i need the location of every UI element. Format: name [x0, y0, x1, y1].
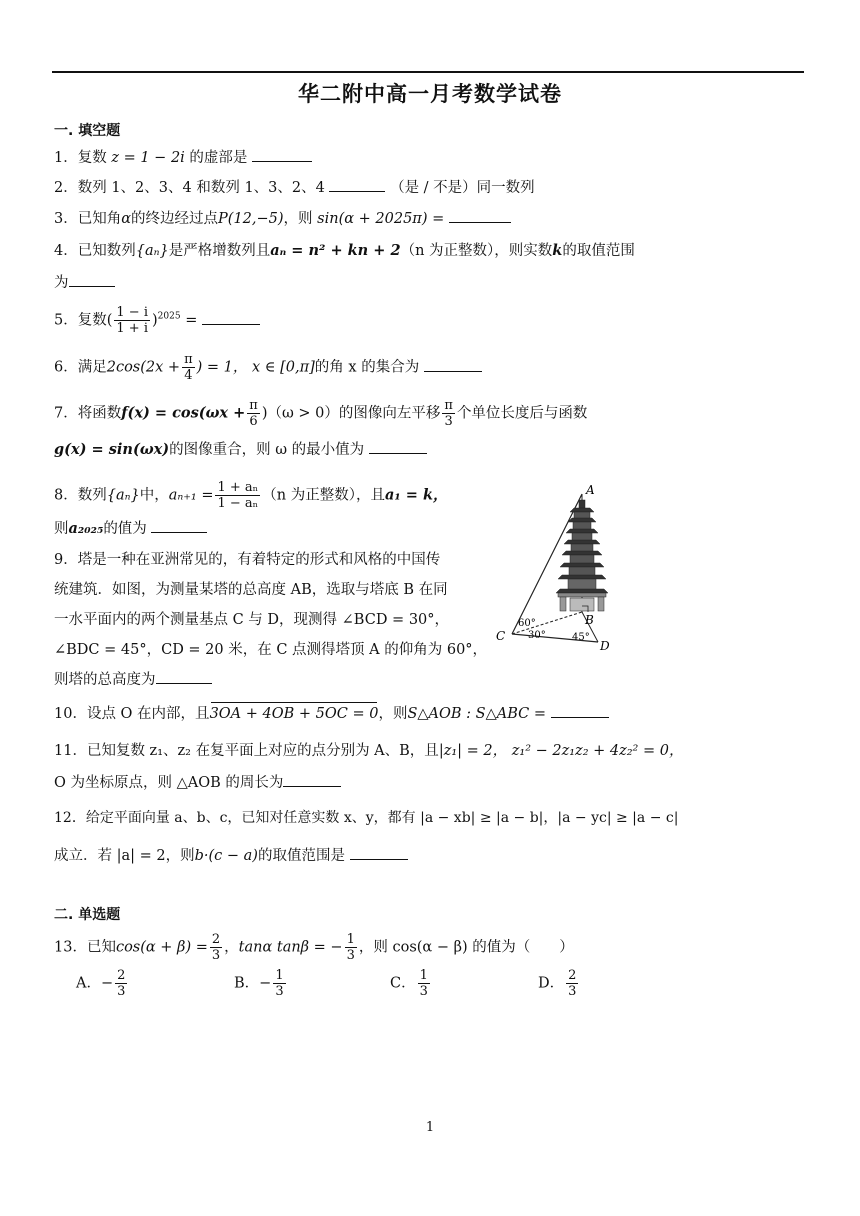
top-rule	[52, 71, 804, 73]
question-13: 13．已知cos(α + β) = $\frac{2}{3}$ ，tanα tanβ = − $\frac{1}{3}$ ，则 cos(α − β) 的值为（ ）	[54, 932, 574, 963]
pagoda-icon	[556, 500, 608, 611]
question-8: 8．数列{aₙ}中，aₙ₊₁ = $\frac{\text{1 + aₙ}}{\text{1 − aₙ}}$ （n 为正整数），且a₁ = k，	[54, 480, 448, 511]
pagoda-figure	[490, 482, 636, 658]
label-a: A	[586, 483, 595, 497]
question-9: 9．塔是一种在亚洲常见的，有着特定的形式和风格的中国传	[54, 552, 441, 568]
answer-blank[interactable]	[252, 160, 312, 162]
fraction: $\frac{\text{1 + aₙ}}{\text{1 − aₙ}}$	[217, 480, 259, 511]
exam-title: 华二附中高一月考数学试卷	[298, 82, 562, 106]
fraction: $\frac{1}{3}$	[346, 932, 355, 963]
fraction: $\frac{2}{3}$	[211, 932, 221, 963]
page-number: 1	[425, 1120, 435, 1135]
answer-blank[interactable]	[283, 785, 341, 787]
angle-45: 45°	[572, 632, 590, 643]
choice-d[interactable]: D． $\frac{2}{3}$	[538, 968, 577, 999]
question-10: 10．设点 O 在内部，且3OA + 4OB + 5OC = 0，则S△AOB : S△ABC =	[54, 704, 609, 724]
fraction: $\frac{\pi}{4}$	[184, 352, 193, 383]
answer-blank[interactable]	[202, 323, 260, 325]
label-b: B	[585, 613, 594, 627]
answer-blank[interactable]	[156, 682, 212, 684]
question-9-line-4: ∠BDC = 45°，CD = 20 米，在 C 点测得塔顶 A 的仰角为 60°，	[54, 642, 488, 658]
question-3: 3．已知角α的终边经过点P(12,−5)，则 sin(α + 2025π) =	[54, 209, 511, 229]
question-6: 6．满足2cos(2x + $\frac{\pi}{4}$ ) = 1， x ∈ [0,π]的角 x 的集合为	[54, 352, 482, 383]
question-8-line-2: 则a₂₀₂₅的值为	[54, 519, 207, 539]
question-5: 5．复数( $\frac{1 - i}{1 + i}$ )$^{2025}$ =	[54, 305, 260, 336]
answer-blank[interactable]	[424, 370, 482, 372]
question-4-line-2: 为	[54, 273, 115, 293]
fraction: $\frac{1 - i}{1 + i}$	[116, 305, 148, 336]
question-11-line-2: O 为坐标原点，则 △AOB 的周长为	[54, 773, 341, 793]
answer-blank[interactable]	[69, 285, 115, 287]
answer-blank[interactable]	[350, 858, 408, 860]
question-9-line-2: 统建筑．如图，为测量某塔的总高度 AB，选取与塔底 B 在同	[54, 582, 448, 598]
fraction: $\frac{\pi}{6}$	[249, 398, 258, 429]
question-12-line-2: 成立．若 |a| = 2，则b·(c − a)的取值范围是	[54, 846, 408, 866]
choice-c[interactable]: C． $\frac{1}{3}$	[390, 968, 428, 999]
answer-blank[interactable]	[151, 531, 207, 533]
section-fill-in: 一. 填空题	[54, 123, 121, 139]
question-7: 7．将函数f(x) = cos(ωx + $\frac{\pi}{6}$ )（ω > 0）的图像向左平移 $\frac{\pi}{3}$ 个单位长度后与函数	[54, 398, 588, 429]
answer-blank[interactable]	[551, 716, 609, 718]
label-d: D	[600, 639, 610, 653]
angle-30: 30°	[528, 630, 546, 641]
answer-blank[interactable]	[369, 452, 427, 454]
choice-b[interactable]: B．− $\frac{1}{3}$	[234, 968, 284, 999]
choice-a[interactable]: A．− $\frac{2}{3}$	[76, 968, 126, 999]
answer-blank[interactable]	[329, 190, 385, 192]
question-9-line-5: 则塔的总高度为	[54, 670, 212, 690]
question-11: 11．已知复数 z₁、z₂ 在复平面上对应的点分别为 A、B，且|z₁| = 2， z₁² − 2z₁z₂ + 4z₂² = 0，	[54, 743, 684, 759]
question-4: 4．已知数列{aₙ}是严格增数列且aₙ = n² + kn + 2（n 为正整数），则实数k的取值范围	[54, 242, 635, 259]
angle-60: 60°	[518, 618, 536, 629]
question-12: 12．给定平面向量 a、b、c，已知对任意实数 x、y，都有 |a − xb| ≥ |a − b|，|a − yc| ≥ |a − c|	[54, 810, 679, 826]
question-1: 1．复数 z = 1 − 2i 的虚部是	[54, 148, 312, 168]
label-c: C	[496, 629, 506, 643]
section-single-choice: 二. 单选题	[54, 907, 121, 923]
question-7-line-2: g(x) = sin(ωx)的图像重合，则 ω 的最小值为	[54, 440, 427, 460]
question-2: 2．数列 1、2、3、4 和数列 1、3、2、4 （是 / 不是）同一数列	[54, 180, 535, 196]
question-9-line-3: 一水平面内的两个测量基点 C 与 D，现测得 ∠BCD = 30°，	[54, 612, 450, 628]
answer-blank[interactable]	[449, 221, 511, 223]
fraction: $\frac{\pi}{3}$	[444, 398, 453, 429]
